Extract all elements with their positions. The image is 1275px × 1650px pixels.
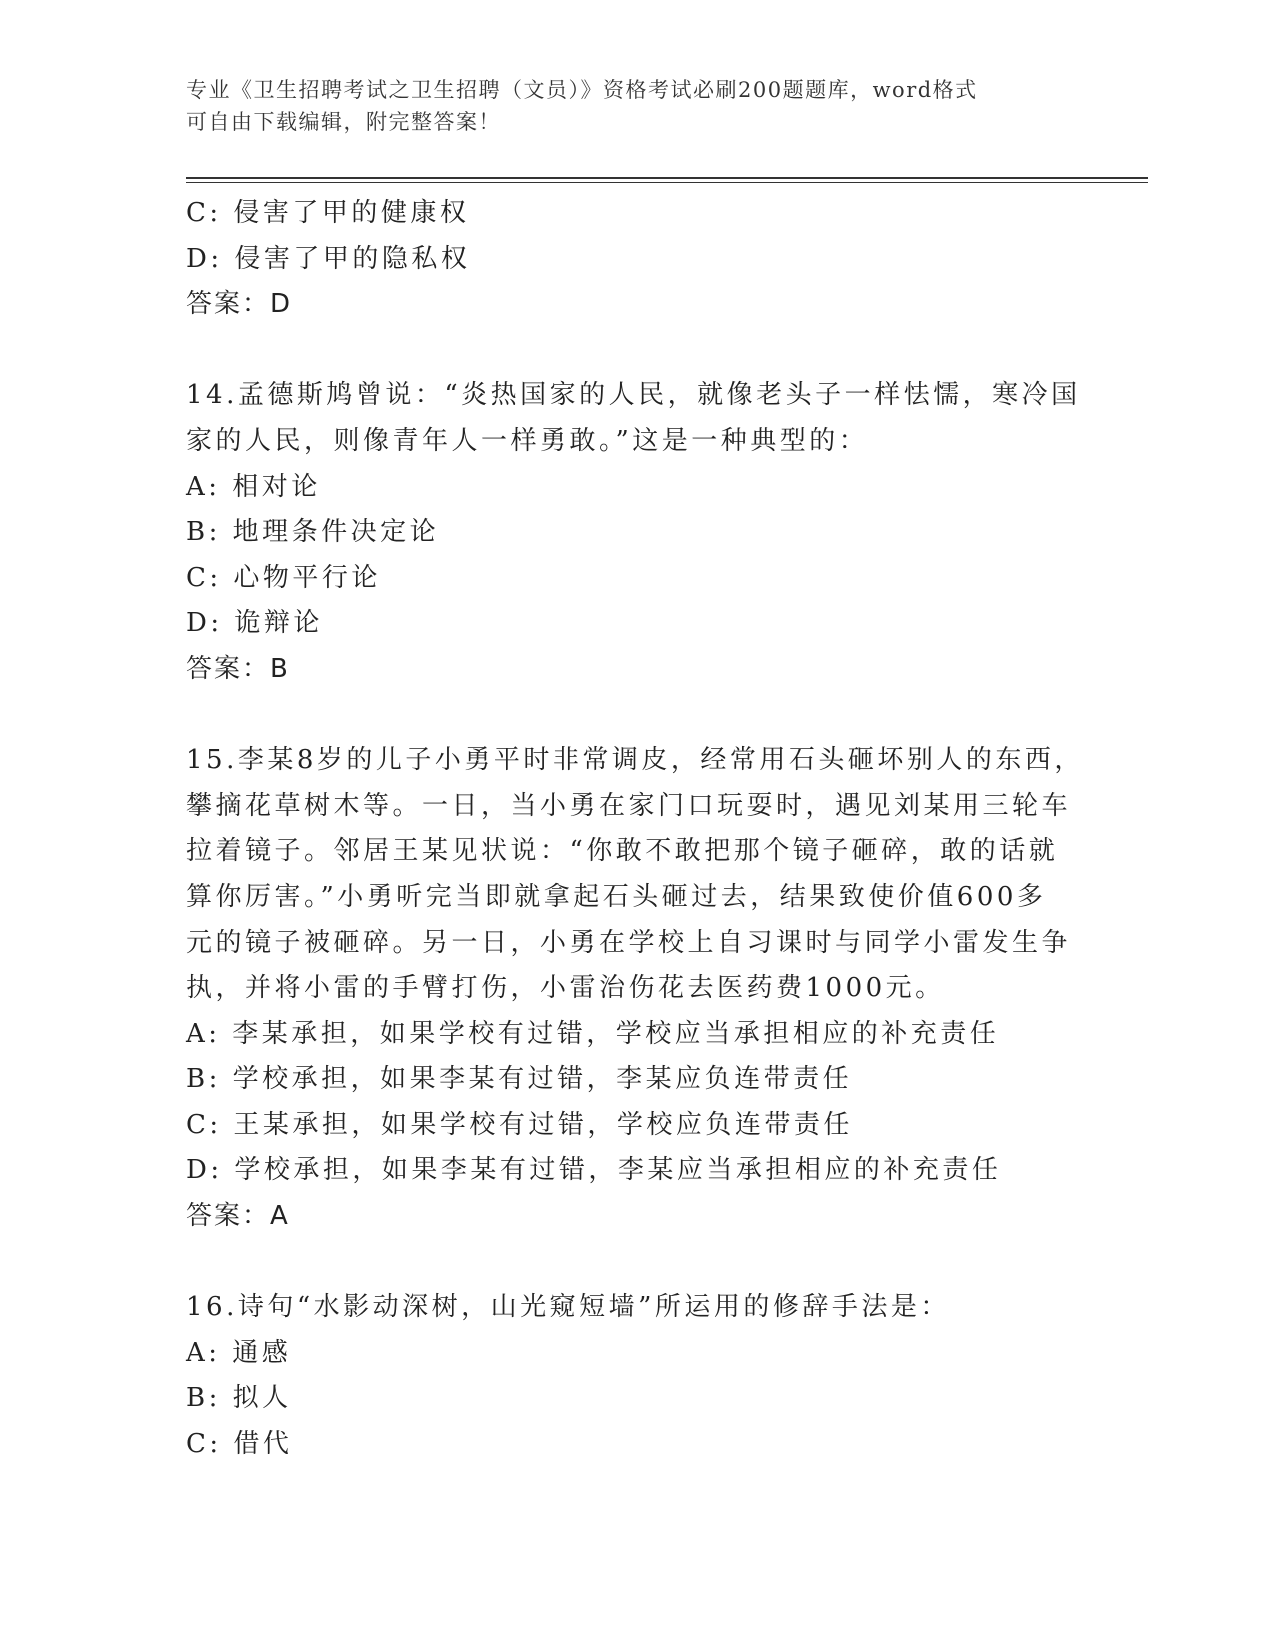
q15-answer: 答案：A xyxy=(186,1201,290,1232)
q15-stem-line5: 元的镜子被砸碎。另一日，小勇在学校上自习课时与同学小雷发生争 xyxy=(186,927,1072,958)
spacer xyxy=(186,693,1086,739)
q15-stem-line3: 拉着镜子。邻居王某见状说：“你敢不敢把那个镜子砸碎，敢的话就 xyxy=(186,836,1059,867)
q14-option-c: C: 心物平行论 xyxy=(186,562,381,593)
document-header xyxy=(186,74,1086,138)
header-title-line1: 专业《卫生招聘考试之卫生招聘（文员）》资格考试必刷200题题库，word格式 xyxy=(186,78,978,102)
spacer xyxy=(186,1240,1086,1286)
q14-answer: 答案：B xyxy=(186,653,290,684)
q15-stem-line4: 算你厉害。”小勇听完当即就拿起石头砸过去，结果致使价值600多 xyxy=(186,881,1047,912)
q16-option-a: A: 通感 xyxy=(186,1337,292,1368)
q15-stem-line1: 15.李某8岁的儿子小勇平时非常调皮，经常用石头砸坏别人的东西， xyxy=(186,745,1084,776)
q14-option-a: A: 相对论 xyxy=(186,471,321,502)
spacer xyxy=(186,328,1086,374)
question-list xyxy=(186,191,1086,1468)
q15-option-b: B: 学校承担，如果李某有过错，李某应负连带责任 xyxy=(186,1064,853,1095)
q14-stem-line2: 家的人民，则像青年人一样勇敢。”这是一种典型的： xyxy=(186,425,869,456)
q16-stem-line1: 16.诗句“水影动深树，山光窥短墙”所运用的修辞手法是： xyxy=(186,1292,950,1323)
header-divider-thin xyxy=(186,182,1148,183)
q15-option-d: D: 学校承担，如果李某有过错，李某应当承担相应的补充责任 xyxy=(186,1155,1002,1186)
q15-option-c: C: 王某承担，如果学校有过错，学校应负连带责任 xyxy=(186,1109,853,1140)
q15-stem-line2: 攀摘花草树木等。一日，当小勇在家门口玩耍时，遇见刘某用三轮车 xyxy=(186,790,1072,821)
header-title-line2: 可自由下载编辑，附完整答案！ xyxy=(186,110,501,134)
q14-option-d: D: 诡辩论 xyxy=(186,608,323,639)
q13-answer: 答案：D xyxy=(186,289,293,320)
q13-option-d: D: 侵害了甲的隐私权 xyxy=(186,243,471,274)
q16-option-b: B: 拟人 xyxy=(186,1383,292,1414)
q15-stem-line6: 执，并将小雷的手臂打伤，小雷治伤花去医药费1000元。 xyxy=(186,973,945,1004)
q13-option-c: C: 侵害了甲的健康权 xyxy=(186,198,470,228)
q16-option-c: C: 借代 xyxy=(186,1429,293,1460)
q14-option-b: B: 地理条件决定论 xyxy=(186,517,440,548)
q15-option-a: A: 李某承担，如果学校有过错，学校应当承担相应的补充责任 xyxy=(186,1018,1000,1049)
q14-stem-line1: 14.孟德斯鸠曾说：“炎热国家的人民，就像老头子一样怯懦，寒冷国 xyxy=(186,380,1081,411)
header-divider xyxy=(186,177,1148,179)
